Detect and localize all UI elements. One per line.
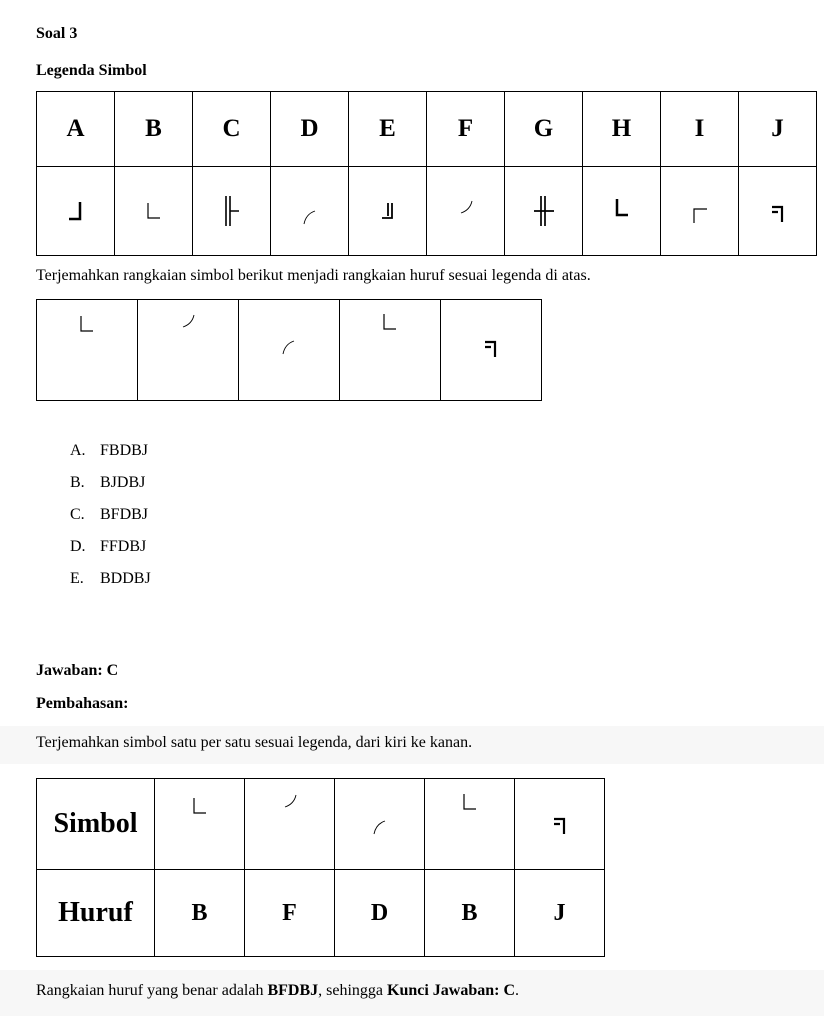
option-b[interactable] <box>70 473 151 505</box>
double-top-right-icon <box>768 202 788 226</box>
answer-letter-cell: J <box>515 870 605 957</box>
legend-symbol-cell <box>427 167 505 256</box>
bold-corner-bottom-left-icon <box>612 196 632 220</box>
legend-symbol-cell <box>193 167 271 256</box>
corner-bottom-left-icon <box>190 794 210 818</box>
answer-label: Jawaban: C <box>36 662 119 679</box>
answer-symbol-cell <box>515 779 605 870</box>
answer-breakdown-table <box>36 778 605 957</box>
double-bar-tee-icon <box>220 193 244 229</box>
discussion-text: Terjemahkan simbol satu per satu sesuai legenda, dari kiri ke kanan. <box>36 734 473 751</box>
double-cross-icon <box>531 193 557 229</box>
option-c[interactable] <box>70 505 151 537</box>
question-symbol-cell <box>138 300 239 401</box>
legend-symbol-cell <box>661 167 739 256</box>
legend-letter: H <box>583 92 661 167</box>
answer-symbol-cell <box>245 779 335 870</box>
corner-top-left-icon <box>690 204 710 228</box>
double-top-right-icon <box>481 337 501 361</box>
conclusion-key: Kunci Jawaban: C <box>387 982 516 999</box>
conclusion-prefix: Rangkaian huruf yang benar adalah <box>36 982 268 999</box>
legend-letter: C <box>193 92 271 167</box>
option-letter: B. <box>70 474 85 491</box>
question-number: Soal 3 <box>36 25 78 42</box>
answer-symbol-cell <box>335 779 425 870</box>
legend-symbol-cell <box>505 167 583 256</box>
row-label-simbol: Simbol <box>37 779 155 870</box>
arc-up-left-icon <box>298 204 322 228</box>
answer-letter-cell: B <box>155 870 245 957</box>
option-a[interactable] <box>70 441 151 473</box>
legend-symbol-cell <box>739 167 817 256</box>
discussion-title: Pembahasan: <box>36 695 129 712</box>
conclusion-block <box>0 970 824 1016</box>
answer-letter-cell: F <box>245 870 335 957</box>
option-letter: C. <box>70 506 85 523</box>
legend-symbol-cell <box>37 167 115 256</box>
legend-letter: F <box>427 92 505 167</box>
arc-up-left-icon <box>368 814 392 838</box>
option-letter: A. <box>70 442 86 459</box>
arc-down-right-icon <box>454 196 478 220</box>
answer-symbol-cell <box>155 779 245 870</box>
question-symbol-cell <box>37 300 138 401</box>
legend-symbol-cell <box>115 167 193 256</box>
answer-options <box>70 441 151 601</box>
corner-bottom-left-icon <box>380 310 400 334</box>
arc-down-right-icon <box>278 790 302 814</box>
legend-table <box>36 91 817 256</box>
question-symbol-cell <box>441 300 542 401</box>
corner-bottom-right-icon <box>66 199 86 223</box>
option-text: FBDBJ <box>100 442 149 459</box>
option-text: BDDBJ <box>100 570 151 587</box>
corner-bottom-left-icon <box>460 790 480 814</box>
conclusion-result: BFDBJ <box>267 982 319 999</box>
legend-letter: I <box>661 92 739 167</box>
conclusion-suffix: . <box>515 982 520 999</box>
question-symbol-cell <box>340 300 441 401</box>
question-symbol-table <box>36 299 542 401</box>
arc-up-left-icon <box>277 334 301 358</box>
legend-letter: B <box>115 92 193 167</box>
legend-symbol-cell <box>271 167 349 256</box>
discussion-block <box>0 726 824 764</box>
legend-letter: A <box>37 92 115 167</box>
option-text: BFDBJ <box>100 506 149 523</box>
conclusion-middle: , sehingga <box>318 982 388 999</box>
option-text: FFDBJ <box>100 538 147 555</box>
legend-symbol-cell <box>349 167 427 256</box>
question-symbol-cell <box>239 300 340 401</box>
option-letter: E. <box>70 570 84 587</box>
legend-title: Legenda Simbol <box>36 62 147 79</box>
option-letter: D. <box>70 538 86 555</box>
answer-letter-cell: D <box>335 870 425 957</box>
legend-symbol-cell <box>583 167 661 256</box>
option-text: BJDBJ <box>100 474 146 491</box>
double-bottom-right-icon <box>378 199 398 223</box>
conclusion-text <box>36 981 519 1001</box>
legend-letter: D <box>271 92 349 167</box>
answer-letter-cell: B <box>425 870 515 957</box>
answer-symbol-cell <box>425 779 515 870</box>
arc-down-right-icon <box>176 310 200 334</box>
instruction-text: Terjemahkan rangkaian simbol berikut menjadi rangkaian huruf sesuai legenda di atas. <box>36 267 591 284</box>
corner-bottom-left-icon <box>144 199 164 223</box>
option-e[interactable] <box>70 569 151 601</box>
double-top-right-icon <box>550 814 570 838</box>
legend-letter: G <box>505 92 583 167</box>
legend-letter: J <box>739 92 817 167</box>
row-label-huruf: Huruf <box>37 870 155 957</box>
corner-bottom-left-icon <box>77 312 97 336</box>
option-d[interactable] <box>70 537 151 569</box>
legend-letter: E <box>349 92 427 167</box>
